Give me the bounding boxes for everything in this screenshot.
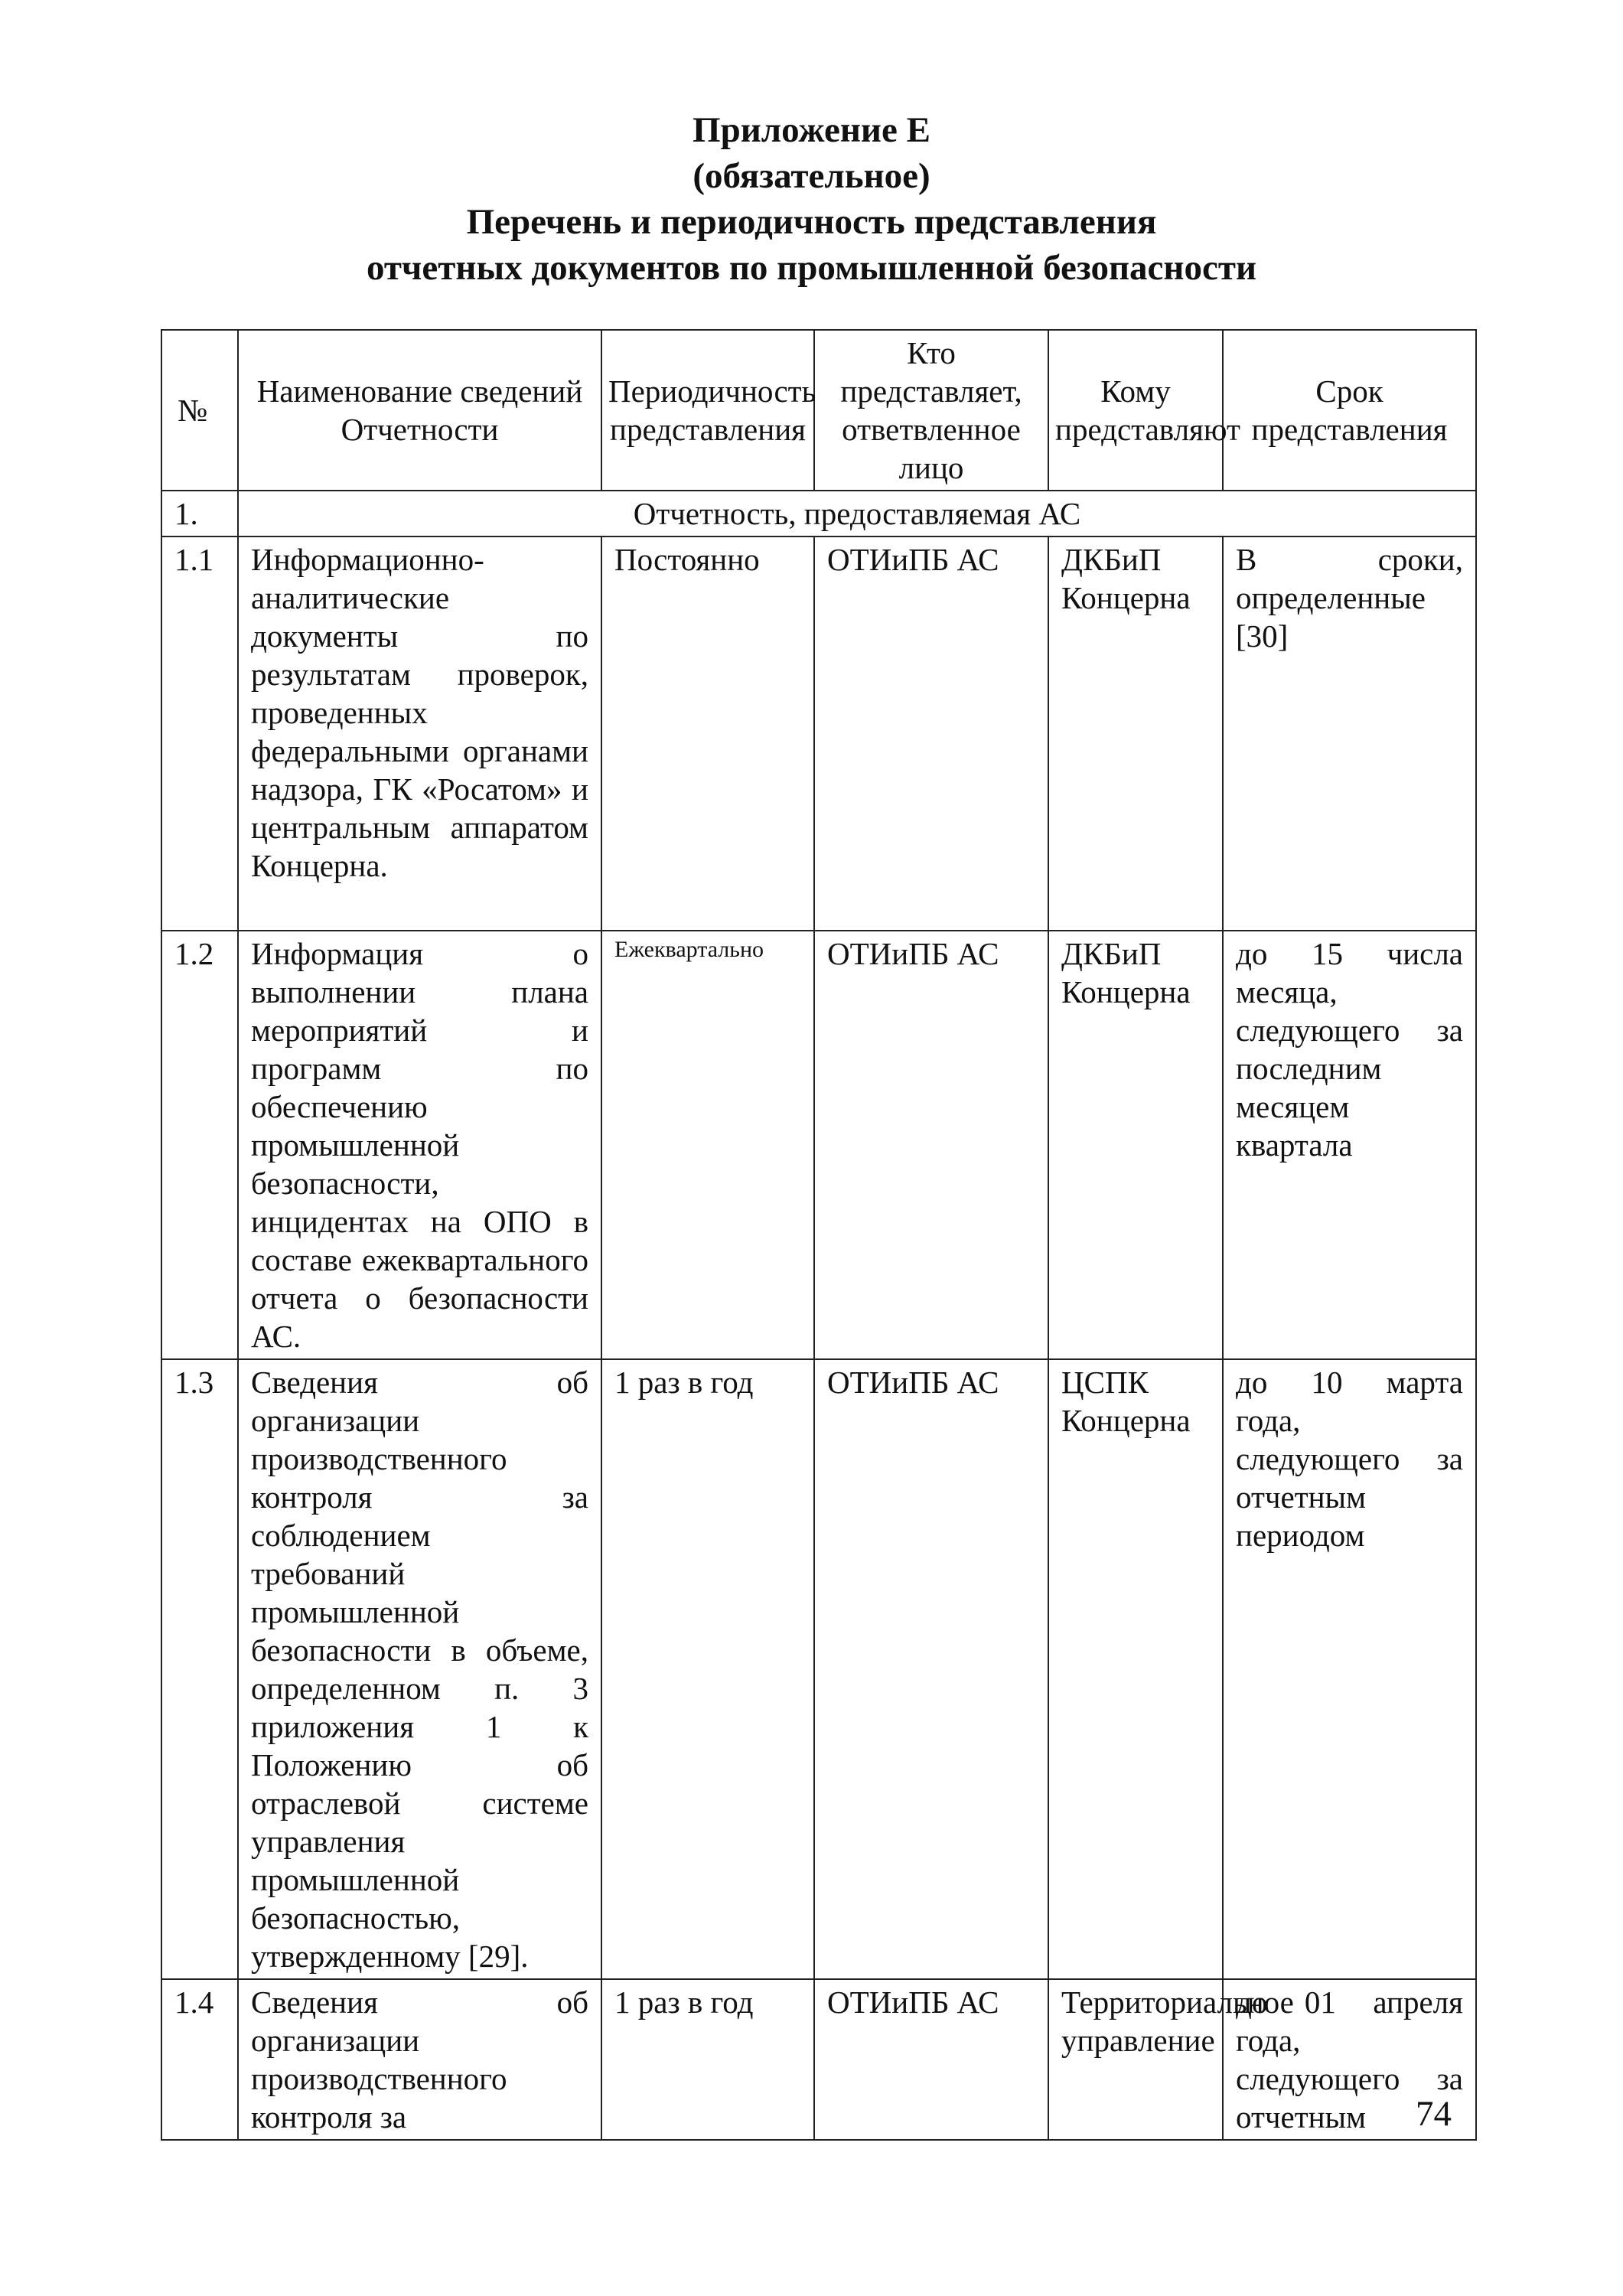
row-deadline: В сроки, определенные [30] bbox=[1223, 536, 1476, 931]
row-period: 1 раз в год bbox=[601, 1359, 814, 1979]
row-deadline: до 01 апреля года, следующего за отчетным bbox=[1223, 1979, 1476, 2140]
section-title: Отчетность, предоставляемая АС bbox=[238, 491, 1476, 536]
header-to-whom: Кому представляют bbox=[1048, 330, 1223, 491]
section-num: 1. bbox=[161, 491, 238, 536]
row-num: 1.4 bbox=[161, 1979, 238, 2140]
appendix-subject-line2: отчетных документов по промышленной безопасности bbox=[366, 248, 1257, 288]
table-row bbox=[161, 1359, 1476, 1979]
row-to-whom: Территориальное управление bbox=[1048, 1979, 1223, 2140]
row-num: 1.3 bbox=[161, 1359, 238, 1979]
row-to-whom: ЦСПК Концерна bbox=[1048, 1359, 1223, 1979]
header-deadline: Срок представления bbox=[1223, 330, 1476, 491]
row-to-whom: ДКБиП Концерна bbox=[1048, 931, 1223, 1359]
row-num: 1.1 bbox=[161, 536, 238, 931]
row-period: Постоянно bbox=[601, 536, 814, 931]
reporting-table bbox=[161, 329, 1477, 2141]
appendix-status: (обязательное) bbox=[693, 156, 930, 196]
document-title bbox=[0, 107, 1623, 291]
row-name: Сведения об организации производственного контроля за соблюдением требований промышленной безопасности в объеме, определенном п. 3 приложения 1 к Положению об отраслевой системе управления промышленной безопасностью, утвержденному [29]. bbox=[238, 1359, 601, 1979]
row-num: 1.2 bbox=[161, 931, 238, 1359]
row-deadline: до 10 марта года, следующего за отчетным периодом bbox=[1223, 1359, 1476, 1979]
table-header-row bbox=[161, 330, 1476, 491]
header-who: Кто представляет, ответвленное лицо bbox=[814, 330, 1048, 491]
row-name: Сведения об организации производственного контроля за bbox=[238, 1979, 601, 2140]
header-name: Наименование сведений Отчетности bbox=[238, 330, 601, 491]
appendix-subject-line1: Перечень и периодичность представления bbox=[466, 202, 1157, 242]
header-period: Периодичность представления bbox=[601, 330, 814, 491]
row-who: ОТИиПБ АС bbox=[814, 1979, 1048, 2140]
row-deadline: до 15 числа месяца, следующего за последним месяцем квартала bbox=[1223, 931, 1476, 1359]
row-name: Информационно-аналитические документы по результатам проверок, проведенных федеральными органами надзора, ГК «Росатом» и центральным аппаратом Концерна. bbox=[238, 536, 601, 931]
table-row bbox=[161, 931, 1476, 1359]
row-name: Информация о выполнении плана мероприятий и программ по обеспечению промышленной безопасности, инцидентах на ОПО в составе ежеквартального отчета о безопасности АС. bbox=[238, 931, 601, 1359]
row-who: ОТИиПБ АС bbox=[814, 931, 1048, 1359]
table-row bbox=[161, 1979, 1476, 2140]
page-number: 74 bbox=[1416, 2094, 1452, 2134]
row-to-whom: ДКБиП Концерна bbox=[1048, 536, 1223, 931]
row-who: ОТИиПБ АС bbox=[814, 536, 1048, 931]
row-who: ОТИиПБ АС bbox=[814, 1359, 1048, 1979]
appendix-heading: Приложение Е bbox=[693, 110, 930, 150]
row-period: 1 раз в год bbox=[601, 1979, 814, 2140]
section-row bbox=[161, 491, 1476, 536]
row-period: Ежеквартально bbox=[601, 931, 814, 1359]
header-num: № bbox=[161, 330, 238, 491]
table-row bbox=[161, 536, 1476, 931]
